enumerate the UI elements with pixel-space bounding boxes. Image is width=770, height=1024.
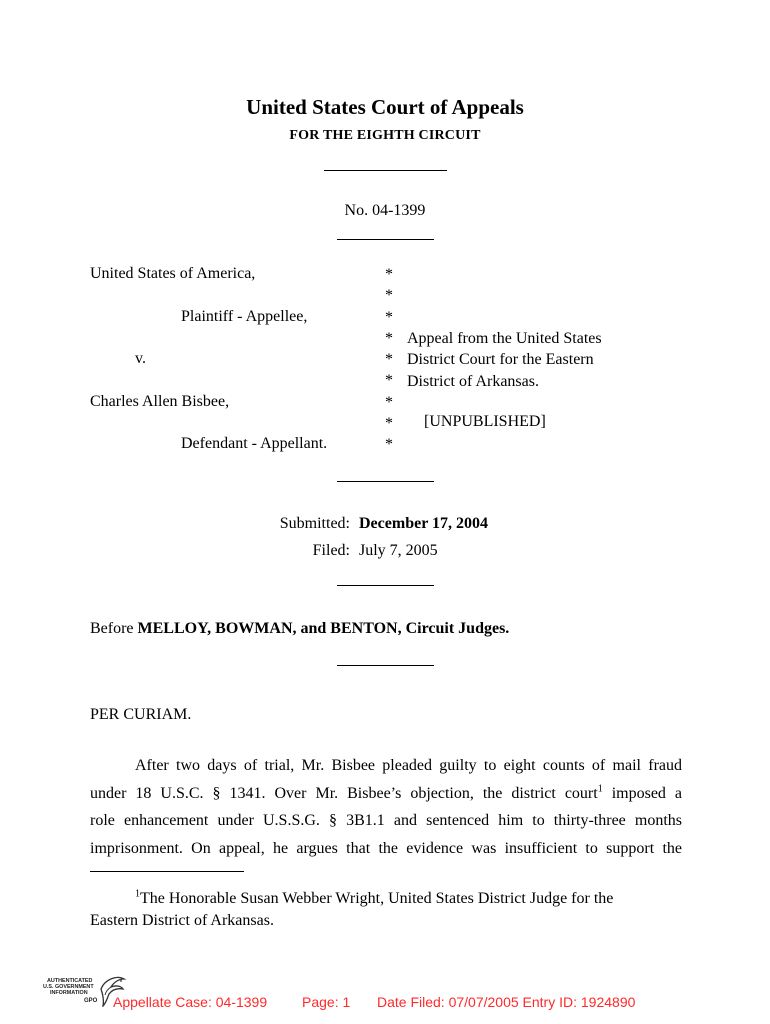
footnote-marker: 1	[135, 888, 140, 900]
publication-status: [UNPUBLISHED]	[424, 413, 546, 430]
caption-star: *	[385, 351, 393, 369]
footer-page: Page: 1	[302, 994, 351, 1010]
case-number: No. 04-1399	[344, 202, 426, 219]
appeal-line: District of Arkansas.	[407, 372, 539, 390]
appeal-line: Appeal from the United States	[407, 330, 602, 347]
caption-star: *	[385, 436, 393, 454]
opinion-paragraph	[90, 752, 682, 862]
seal-line: GPO	[84, 998, 98, 1004]
caption-star: *	[385, 308, 393, 326]
footnote-text: The Honorable Susan Webber Wright, United States District Judge for the	[140, 890, 614, 907]
appeal-line: District Court for the Eastern	[407, 351, 594, 369]
seal-line: U.S. GOVERNMENT	[43, 984, 94, 990]
opinion-line-text: imposed a	[611, 784, 683, 802]
filed-label: Filed:	[312, 542, 350, 559]
appeal-statement	[407, 328, 602, 392]
panel-divider	[337, 665, 434, 666]
footnote-divider	[90, 871, 244, 872]
caption-star: *	[385, 372, 393, 390]
seal-line: AUTHENTICATED	[47, 978, 93, 984]
defendant-role: Defendant - Appellant.	[181, 435, 328, 452]
versus: v.	[135, 350, 146, 367]
caption-star: *	[385, 287, 393, 305]
submitted-date: December 17, 2004	[359, 515, 488, 532]
caption-star: *	[385, 329, 393, 347]
footnote-ref: 1	[597, 783, 603, 795]
opinion-line: imprisonment. On appeal, he argues that the evidence was insufficient to support the	[90, 839, 682, 857]
circuit-subtitle: FOR THE EIGHTH CIRCUIT	[289, 128, 481, 143]
filed-date: July 7, 2005	[359, 542, 438, 559]
footnote-line	[90, 888, 682, 910]
footer-case: Appellate Case: 04-1399	[113, 994, 268, 1010]
caption-divider	[337, 481, 434, 482]
opinion-line	[90, 780, 682, 808]
court-title: United States Court of Appeals	[246, 95, 524, 119]
caption-star: *	[385, 393, 393, 411]
opinion-line: After two days of trial, Mr. Bisbee pleaded guilty to eight counts of mail fraud	[135, 757, 682, 774]
caption-star: *	[385, 266, 393, 283]
footnote	[90, 888, 682, 932]
defendant-name: Charles Allen Bisbee,	[90, 393, 230, 410]
caption-stars	[385, 264, 393, 456]
seal-line: INFORMATION	[50, 990, 88, 996]
header-divider	[324, 170, 447, 171]
opinion-heading: PER CURIAM.	[90, 706, 192, 723]
footnote-line: Eastern District of Arkansas.	[90, 912, 274, 929]
dates-divider	[337, 585, 434, 586]
panel-prefix: Before	[90, 620, 134, 637]
caption-star: *	[385, 415, 393, 433]
footer-date-filed: Date Filed: 07/07/2005 Entry ID: 1924890	[377, 994, 636, 1010]
plaintiff-role: Plaintiff - Appellee,	[181, 308, 308, 325]
panel-judges: MELLOY, BOWMAN, and BENTON, Circuit Judges.	[137, 620, 510, 637]
panel-line	[90, 620, 509, 638]
submitted-label: Submitted:	[279, 515, 350, 532]
case-divider	[337, 239, 434, 240]
plaintiff-name: United States of America,	[90, 265, 256, 282]
opinion-line-text: under 18 U.S.C. § 1341. Over Mr. Bisbee’s objection, the district court	[90, 784, 598, 802]
opinion-line: role enhancement under U.S.S.G. § 3B1.1 and sentenced him to thirty-three months	[90, 812, 682, 829]
